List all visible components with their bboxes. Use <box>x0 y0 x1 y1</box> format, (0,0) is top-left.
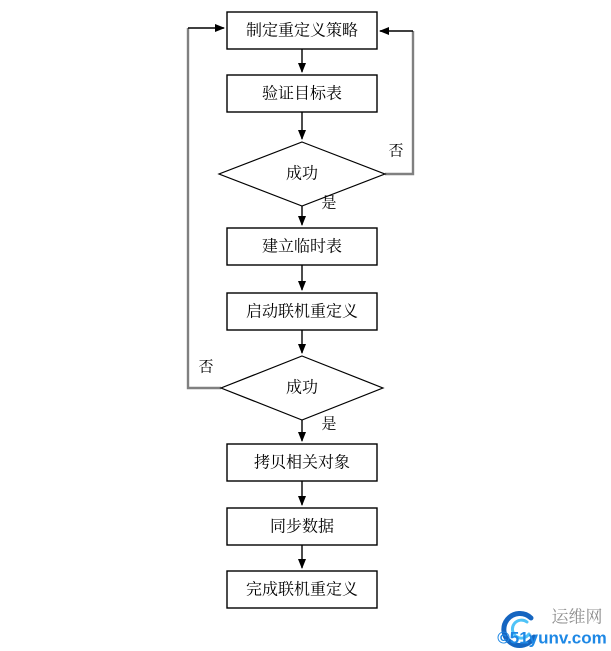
process-label-start-redefine: 启动联机重定义 <box>245 303 359 321</box>
process-label-sync-data: 同步数据 <box>269 518 335 536</box>
loop-line-decision2-no <box>188 28 221 388</box>
branch-label-decision2-yes: 是 <box>321 415 337 433</box>
branch-label-decision1-yes: 是 <box>321 194 337 212</box>
process-label-finish-redefine: 完成联机重定义 <box>245 581 359 599</box>
branch-label-decision2-no: 否 <box>198 358 214 376</box>
watermark <box>497 608 607 648</box>
branch-label-decision1-no: 否 <box>388 142 404 160</box>
process-label-temp-table: 建立临时表 <box>261 238 343 256</box>
process-label-validate: 验证目标表 <box>261 85 343 103</box>
decision-label-2: 成功 <box>285 379 319 397</box>
watermark-site-name: 运维网 <box>551 607 603 627</box>
decision-label-1: 成功 <box>285 165 319 183</box>
process-label-strategy: 制定重定义策略 <box>245 22 359 40</box>
process-label-copy-objects: 拷贝相关对象 <box>253 454 351 472</box>
watermark-copyright: ©51yunv.com <box>497 628 607 648</box>
